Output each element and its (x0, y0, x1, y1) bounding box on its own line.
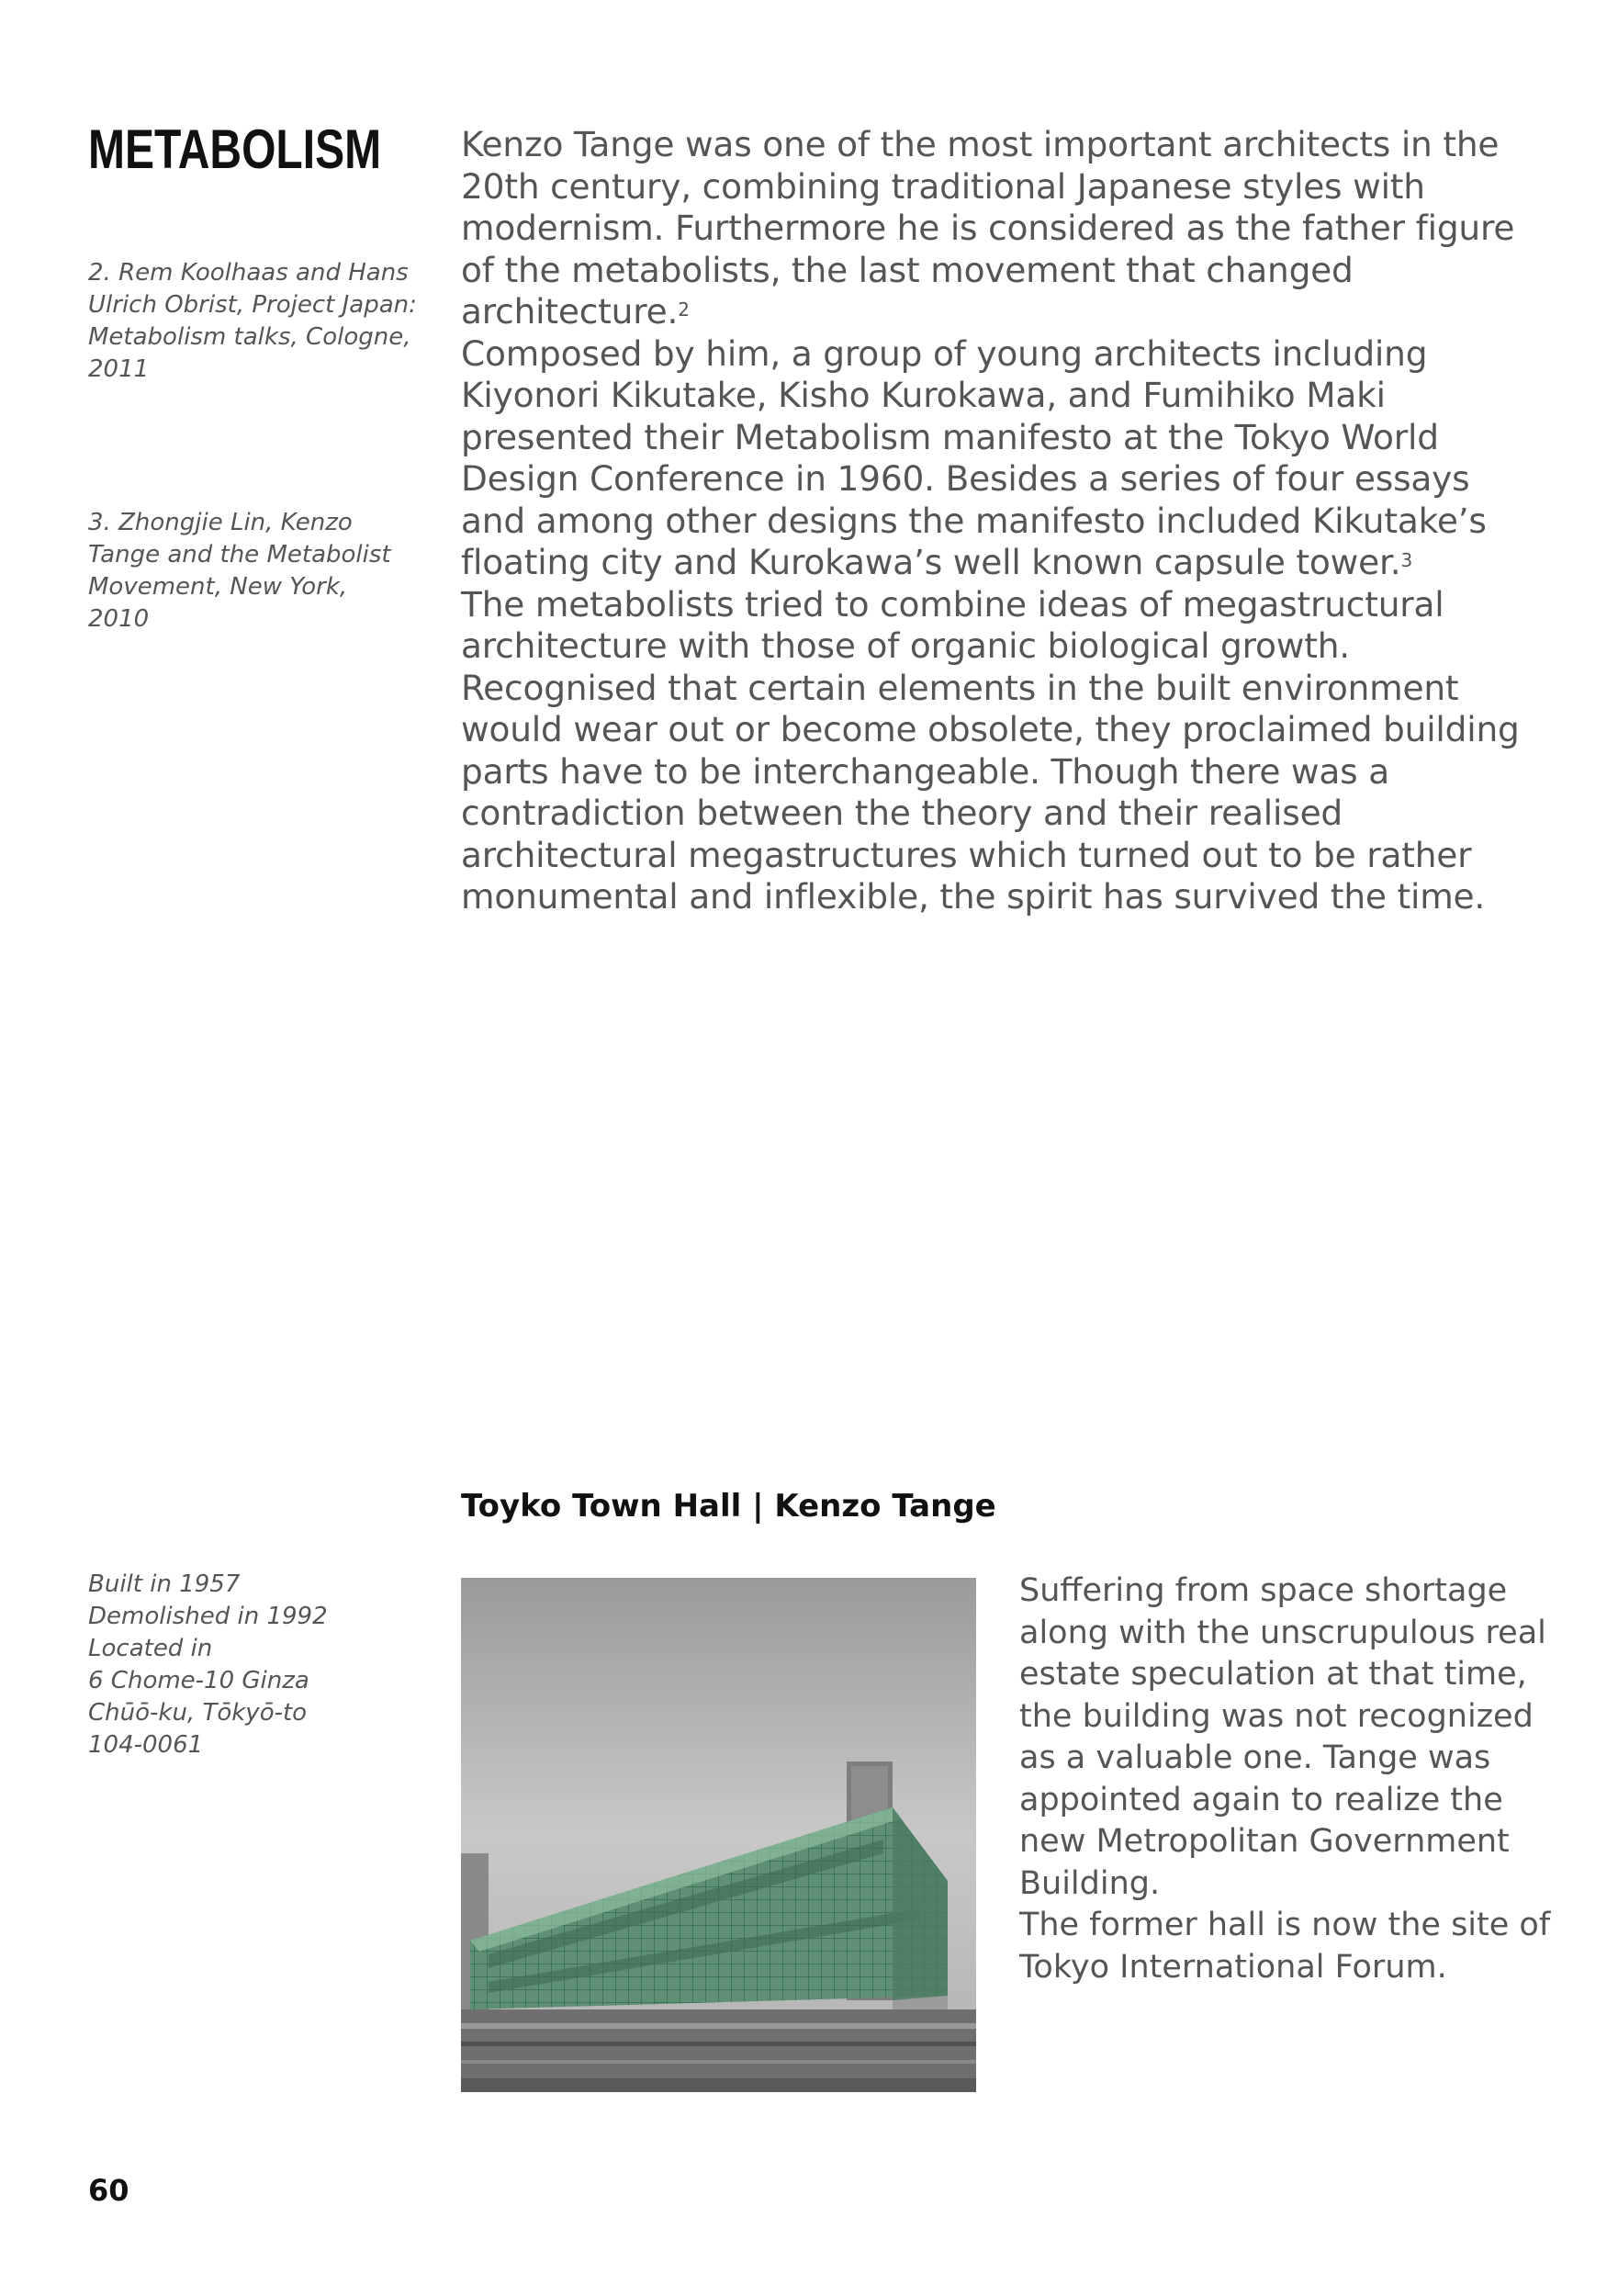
fact-line: Built in 1957 (88, 1570, 241, 1598)
fact-line: Demolished in 1992 (88, 1603, 328, 1630)
town-hall-photo (461, 1578, 976, 2092)
building-facts (88, 1569, 419, 1761)
footnote-3 (88, 507, 410, 636)
footnote-2 (88, 257, 419, 386)
fact-line: Located in (88, 1635, 213, 1662)
building-description (1019, 1570, 1570, 1988)
body-text (461, 124, 1545, 918)
photo-caption-title: Toyko Town Hall | Kenzo Tange (461, 1488, 996, 1525)
town-hall-illustration (461, 1578, 976, 2092)
footnote-ref: 2 (678, 298, 690, 321)
footnote-ref: 3 (1400, 549, 1412, 571)
description-paragraph: Suffering from space shortage along with the unscrupulous real estate speculation at that time, the building was not recognized as a valuable one. Tange was appointed again to realize the new Metropolitan Government Building. (1019, 1572, 1546, 1902)
fact-line: Chūō-ku, Tōkyō-to (88, 1699, 308, 1727)
fact-line: 104-0061 (88, 1731, 204, 1759)
fact-line: 6 Chome-10 Ginza (88, 1667, 309, 1694)
body-paragraph: Kenzo Tange was one of the most important architects in the 20th century, combining traditional Japanese styles with modernism. Furthermore he is considered as the father figure of the metabolists, the last movement that changed architecture.$^2$ (461, 124, 1515, 332)
footnote-text: 3. Zhongjie Lin, Kenzo Tange and the Metabolist Movement, New York, 2010 (88, 509, 391, 633)
footnote-text: 2. Rem Koolhaas and Hans Ulrich Obrist, Project Japan: Metabolism talks, Cologne, 2011 (88, 259, 417, 383)
page-number: 60 (88, 2173, 129, 2208)
body-paragraph: Composed by him, a group of young architects including Kiyonori Kikutake, Kisho Kurokawa, and Fumihiko Maki presented their Metabolism manifesto at the Tokyo World Design Conference in 1960. Besides a series of four essays and among other designs the manifesto included Kikutake’s floating city and Kurokawa’s well known capsule tower.$^3$ (461, 332, 1487, 582)
section-heading: METABOLISM (88, 118, 382, 180)
body-paragraph: The metabolists tried to combine ideas of megastructural architecture with those of organic biological growth. Recognised that certain elements in the built environment would wear out or become obsolete, they proclaimed building parts have to be interchangeable. Though there was a contradiction between the theory and their realised architectural megastructures which turned out to be rather monumental and inflexible, the spirit has survived the time. (461, 583, 1520, 917)
description-paragraph: The former hall is now the site of Tokyo International Forum. (1019, 1907, 1551, 1986)
